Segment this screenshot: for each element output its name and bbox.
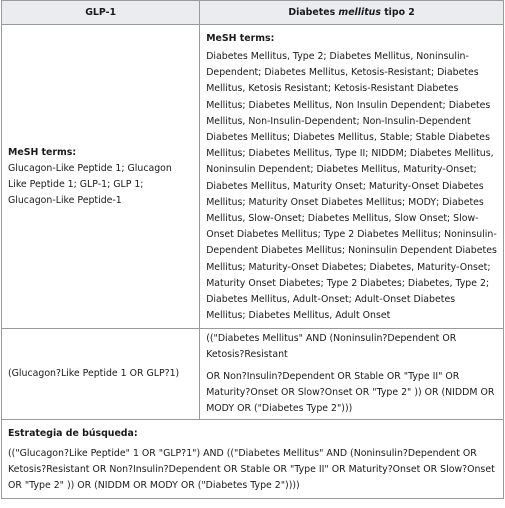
query-row (2, 329, 504, 420)
mesh-label-right: MeSH terms: (206, 33, 275, 44)
strategy-row (2, 420, 504, 499)
header-glp1: GLP-1 (2, 1, 200, 25)
mesh-terms-glp1: Glucagon-Like Peptide 1; Glucagon Like Peptide 1; GLP-1; GLP 1; Glucagon-Like Peptide-1 (8, 162, 172, 206)
query-cell-glp1: (Glucagon?Like Peptide 1 OR GLP?1) (2, 329, 200, 420)
mesh-terms-diabetes: Diabetes Mellitus, Type 2; Diabetes Mellitus, Noninsulin-Dependent; Diabetes Mellitus, Ketosis-Resistant; Diabetes Mellitus, Ketosis Resistant; Ketosis-Resistant Diabetes Mellitus; Diabetes Mellitus, Non Insulin Dependent; Diabetes Mellitus, Non-Insulin-Dependent; Non-Insulin-Dependent Diabetes Mellitus; Diabetes Mellitus, Stable; Stable Diabetes Mellitus; Diabetes Mellitus, Type II; NIDDM; Diabetes Mellitus, Noninsulin Dependent; Diabetes Mellitus, Maturity-Onset; Diabetes Mellitus, Maturity Onset; Maturity-Onset Diabetes Mellitus; Maturity Onset Diabetes Mellitus; MODY; Diabetes Mellitus, Slow-Onset; Diabetes Mellitus, Slow Onset; Slow-Onset Diabetes Mellitus; Type 2 Diabetes Mellitus; Noninsulin-Dependent Diabetes Mellitus; Noninsulin Dependent Diabetes Mellitus; Maturity-Onset Diabetes; Diabetes, Maturity-Onset; Maturity Onset Diabetes; Type 2 Diabetes; Diabetes, Type 2; Diabetes Mellitus, Adult-Onset; Adult-Onset Diabetes Mellitus; Diabetes Mellitus, Adult Onset (206, 51, 497, 322)
header-diabetes: Diabetes mellitus tipo 2 (200, 1, 504, 25)
mesh-cell-glp1 (2, 25, 200, 329)
header-row (2, 1, 504, 25)
mesh-row (2, 25, 504, 329)
mesh-label-left: MeSH terms: (8, 146, 77, 158)
mesh-cell-diabetes (200, 25, 504, 329)
search-strategy-table (1, 0, 504, 499)
query-cell-diabetes (200, 329, 504, 420)
strategy-text: (("Glucagon?Like Peptide" 1 OR "GLP?1") AND (("Diabetes Mellitus" AND (Noninsulin?Dependent OR Ketosis?Resistant OR Non?Insulin?Dependent OR Stable OR "Type II" OR Maturity?Onset OR Slow?Onset OR "Type 2" )) OR (NIDDM OR MODY OR ("Diabetes Type 2")))) (8, 448, 495, 492)
query-diabetes-line1: (("Diabetes Mellitus" AND (Noninsulin?Dependent OR Ketosis?Resistant (206, 333, 457, 361)
query-diabetes-line2: OR Non?Insulin?Dependent OR Stable OR "Type II" OR Maturity?Onset OR Slow?Onset OR "Type 2" )) OR (NIDDM OR MODY OR ("Diabetes Type 2"))) (206, 371, 495, 415)
strategy-label: Estrategia de búsqueda: (8, 428, 138, 440)
strategy-cell (2, 420, 504, 499)
